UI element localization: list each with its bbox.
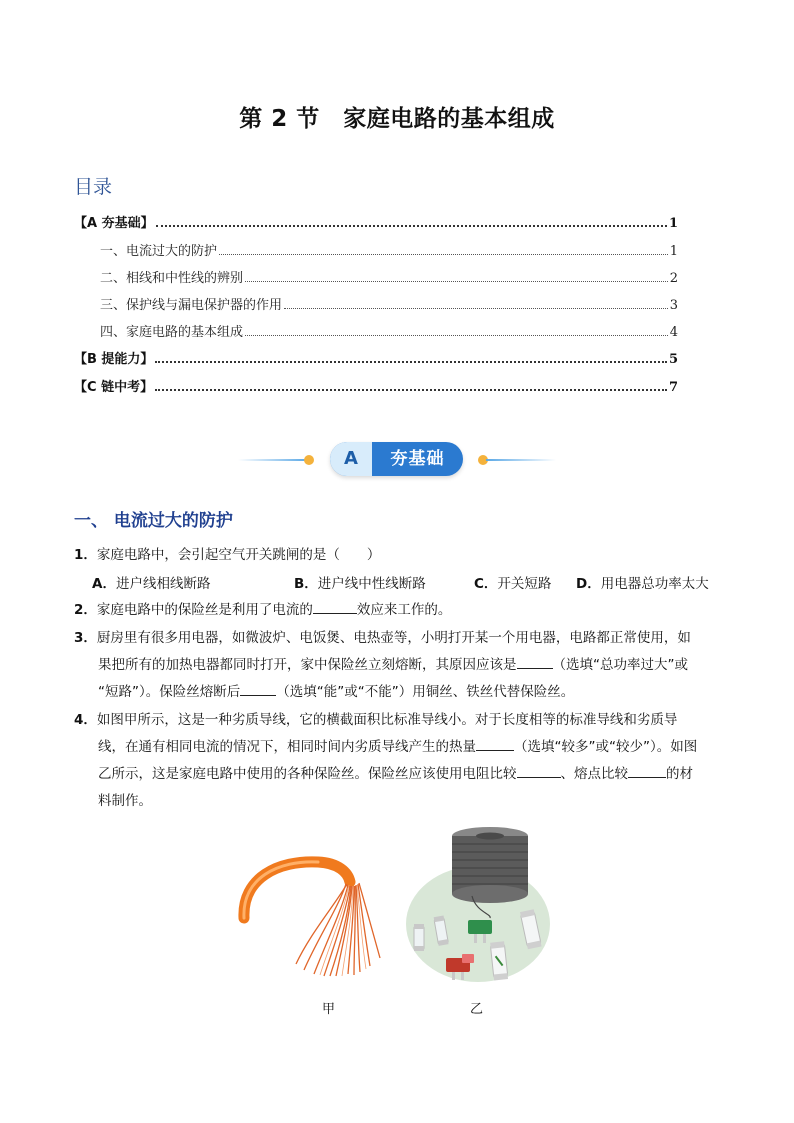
question-number: 2． — [74, 602, 97, 618]
toc-entry-label: 三、保护线与漏电保护器的作用 — [100, 298, 283, 313]
question-text: （选填“能”或“不能”）用铜丝、铁丝代替保险丝。 — [276, 684, 575, 700]
toc-entry-2[interactable] — [100, 266, 678, 286]
answer-blank[interactable] — [517, 654, 553, 669]
toc-entry-b[interactable] — [74, 347, 678, 367]
toc-entry-label: 【A 夯基础】 — [74, 216, 154, 231]
toc-page-number: 5 — [668, 352, 678, 367]
toc-entry-label: 一、电流过大的防护 — [100, 244, 218, 259]
question-1 — [74, 542, 724, 569]
toc-entry-label: 【B 提能力】 — [74, 352, 154, 367]
toc-leader — [245, 335, 668, 336]
question-1-options — [92, 572, 732, 596]
question-text: 乙所示，这是家庭电路中使用的各种保险丝。保险丝应该使用电阻比较 — [98, 766, 517, 782]
section-banner — [238, 440, 556, 480]
toc-entry-label: 四、家庭电路的基本组成 — [100, 325, 244, 340]
section-heading: 一、 电流过大的防护 — [74, 511, 233, 531]
toc-entry-1[interactable] — [100, 239, 678, 259]
toc-leader — [245, 281, 668, 282]
question-text: （选填“总功率过大”或 — [552, 657, 688, 673]
question-text: “短路”）。保险丝熔断后 — [98, 684, 241, 700]
figure-caption-right: 乙 — [470, 1002, 484, 1017]
question-text: 如图甲所示，这是一种劣质导线，它的横截面积比标准导线小。对于长度相等的标准导线和劣质导 — [96, 712, 678, 728]
option-b[interactable] — [294, 572, 426, 592]
toc-entry-label: 【C 链中考】 — [74, 380, 154, 395]
question-text: 家庭电路中的保险丝是利用了电流的 — [96, 602, 313, 618]
question-text: 的材 — [666, 766, 693, 782]
banner-line-left — [238, 459, 308, 461]
toc-leader — [156, 225, 667, 227]
toc-page-number: 2 — [669, 271, 678, 286]
toc-page-number: 1 — [668, 216, 678, 231]
banner-pill — [330, 442, 463, 476]
banner-text: 夯基础 — [390, 449, 445, 469]
option-text: 开关短路 — [497, 576, 552, 592]
answer-blank[interactable] — [476, 736, 514, 751]
banner-dot-left — [304, 455, 314, 465]
question-text: 效应来工作的。 — [356, 602, 452, 618]
toc-page-number: 3 — [669, 298, 678, 313]
answer-blank[interactable] — [240, 681, 276, 696]
option-key: B． — [294, 576, 318, 592]
question-3 — [74, 625, 724, 706]
option-key: C． — [474, 576, 498, 592]
toc-entry-label: 二、相线和中性线的辨别 — [100, 271, 244, 286]
toc-page-number: 4 — [669, 325, 678, 340]
option-d[interactable] — [576, 572, 709, 592]
toc-leader — [155, 389, 667, 391]
question-4 — [74, 707, 724, 815]
toc-entry-3[interactable] — [100, 293, 678, 313]
question-text: （选填“较多”或“较少”）。如图 — [514, 739, 698, 755]
inferior-wire-figure — [238, 848, 398, 980]
figure-caption-left: 甲 — [322, 1002, 336, 1017]
question-text: 、熔点比较 — [560, 766, 628, 782]
question-text: 果把所有的加热电器都同时打开，家中保险丝立刻熔断，其原因应该是 — [98, 657, 517, 673]
option-text: 进户线中性线断路 — [317, 576, 426, 592]
toc-page-number: 1 — [669, 244, 678, 259]
option-c[interactable] — [474, 572, 551, 592]
question-text: 家庭电路中，会引起空气开关跳闸的是（ ） — [96, 547, 381, 563]
toc-leader — [284, 308, 668, 309]
answer-blank[interactable] — [517, 763, 561, 778]
question-number: 1． — [74, 547, 97, 563]
toc-leader — [155, 361, 667, 363]
page-title: 第 2 节 家庭电路的基本组成 — [239, 106, 555, 132]
option-key: D． — [576, 576, 601, 592]
question-text: 线，在通有相同电流的情况下，相同时间内劣质导线产生的热量 — [98, 739, 476, 755]
toc-leader — [219, 254, 668, 255]
toc-entry-c[interactable] — [74, 375, 678, 395]
option-a[interactable] — [92, 572, 210, 592]
toc-entry-a[interactable] — [74, 211, 678, 231]
question-2 — [74, 597, 724, 624]
question-text: 厨房里有很多用电器，如微波炉、电饭煲、电热壶等，小明打开某一个用电器，电路都正常使用，如 — [96, 630, 691, 646]
toc-entry-4[interactable] — [100, 320, 678, 340]
option-text: 用电器总功率太大 — [600, 576, 709, 592]
question-number: 3． — [74, 630, 97, 646]
toc-heading: 目录 — [74, 176, 113, 198]
fuse-collection-figure — [402, 826, 554, 988]
answer-blank[interactable] — [628, 763, 666, 778]
question-text: 料制作。 — [98, 793, 152, 809]
option-text: 进户线相线断路 — [115, 576, 211, 592]
banner-letter: A — [330, 442, 372, 476]
option-key: A． — [92, 576, 116, 592]
question-number: 4． — [74, 712, 97, 728]
toc-page-number: 7 — [668, 380, 678, 395]
banner-line-right — [486, 459, 556, 461]
answer-blank[interactable] — [313, 599, 357, 614]
